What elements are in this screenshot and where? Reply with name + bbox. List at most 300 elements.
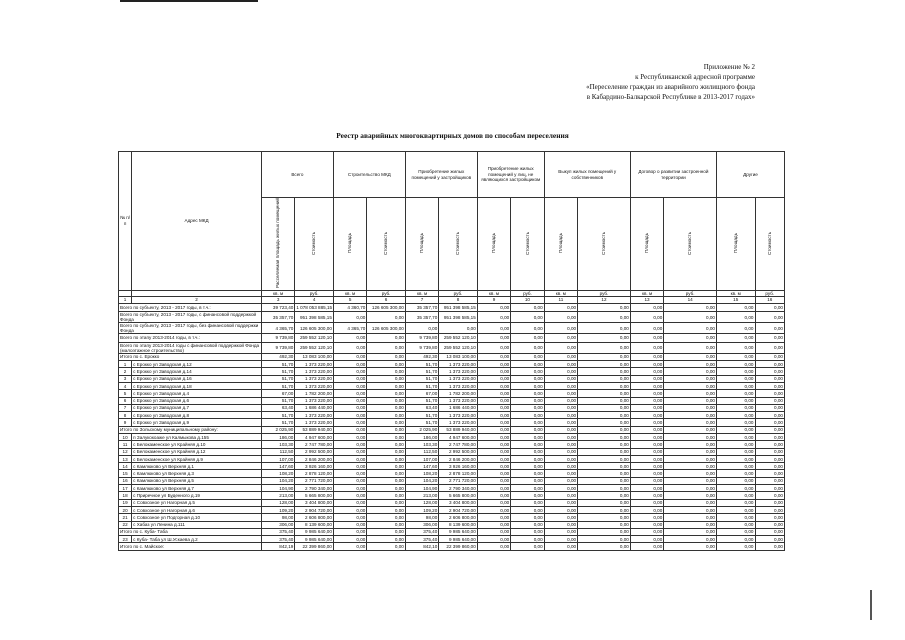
value-cell: 0,00 bbox=[511, 463, 544, 470]
row-number: 11 bbox=[119, 441, 132, 448]
value-cell: 0,00 bbox=[333, 397, 366, 404]
address-cell: с Ерокко ул Заводская д.18 bbox=[132, 382, 262, 389]
value-cell: 0,00 bbox=[578, 463, 631, 470]
value-cell: 0,00 bbox=[477, 419, 510, 426]
value-cell: 0,00 bbox=[477, 382, 510, 389]
value-cell: 147,60 bbox=[405, 463, 438, 470]
value-cell: 0,00 bbox=[544, 334, 577, 343]
value-cell: 0,00 bbox=[333, 492, 366, 499]
col-number: 2 bbox=[132, 297, 262, 304]
header-area: Площадь bbox=[716, 198, 755, 291]
value-cell: 0,00 bbox=[367, 499, 406, 506]
value-cell: 375,40 bbox=[261, 536, 294, 543]
group-label: Итого по с. Майское: bbox=[119, 543, 262, 550]
value-cell: 0,00 bbox=[578, 470, 631, 477]
value-cell: 0,00 bbox=[511, 492, 544, 499]
address-cell: с Ерокко ул Заводская д.7 bbox=[132, 404, 262, 411]
subtotal-row bbox=[119, 353, 785, 360]
appendix-line-2: к Республиканской адресной программе bbox=[635, 73, 755, 81]
value-cell: 0,00 bbox=[664, 361, 717, 368]
value-cell: 0,00 bbox=[477, 323, 510, 334]
value-cell: 0,00 bbox=[578, 382, 631, 389]
value-cell: 2 771 720,00 bbox=[439, 477, 478, 484]
value-cell: 0,00 bbox=[716, 433, 755, 440]
value-cell: 0,00 bbox=[630, 433, 663, 440]
value-cell: 0,00 bbox=[664, 390, 717, 397]
unit-area: кв. м bbox=[333, 290, 366, 297]
value-cell: 0,00 bbox=[477, 390, 510, 397]
address-cell: с Куба- Таба ул Ш.Ускаева д.2 bbox=[132, 536, 262, 543]
value-cell: 0,00 bbox=[544, 404, 577, 411]
value-cell: 0,00 bbox=[630, 382, 663, 389]
value-cell: 0,00 bbox=[630, 397, 663, 404]
value-cell: 0,00 bbox=[544, 303, 577, 312]
value-cell: 2 025,90 bbox=[405, 426, 438, 433]
value-cell: 51,70 bbox=[405, 397, 438, 404]
address-cell: с Совхозное ул Подгорная д.10 bbox=[132, 514, 262, 521]
value-cell: 0,00 bbox=[578, 536, 631, 543]
value-cell: 98,00 bbox=[405, 514, 438, 521]
value-cell: 0,00 bbox=[544, 536, 577, 543]
unit-cost: руб. bbox=[511, 290, 544, 297]
value-cell: 0,00 bbox=[367, 412, 406, 419]
value-cell: 0,00 bbox=[333, 361, 366, 368]
value-cell: 0,00 bbox=[716, 368, 755, 375]
value-cell: 951 398 585,15 bbox=[295, 312, 334, 323]
unit-cost: руб. bbox=[578, 290, 631, 297]
value-cell: 0,00 bbox=[511, 342, 544, 353]
value-cell: 0,00 bbox=[511, 499, 544, 506]
value-cell: 9 739,80 bbox=[261, 342, 294, 353]
value-cell: 0,00 bbox=[755, 521, 785, 528]
value-cell: 2 904 720,00 bbox=[295, 506, 334, 513]
value-cell: 951 398 585,15 bbox=[439, 303, 478, 312]
address-cell: с Ерокко ул Заводская д.8 bbox=[132, 412, 262, 419]
value-cell: 1 373 220,00 bbox=[439, 382, 478, 389]
value-cell: 0,00 bbox=[578, 506, 631, 513]
value-cell: 0,00 bbox=[333, 433, 366, 440]
value-cell: 0,00 bbox=[578, 342, 631, 353]
value-cell: 0,00 bbox=[755, 342, 785, 353]
value-cell: 2 025,90 bbox=[261, 426, 294, 433]
value-cell: 0,00 bbox=[511, 303, 544, 312]
value-cell: 0,00 bbox=[477, 433, 510, 440]
header-cost: Стоимость bbox=[439, 198, 478, 291]
value-cell: 0,00 bbox=[333, 536, 366, 543]
group-label: Всего по субъекту, 2013 - 2017 годы, без финансовой поддержки Фонда bbox=[119, 323, 262, 334]
value-cell: 0,00 bbox=[755, 492, 785, 499]
value-cell: 0,00 bbox=[755, 382, 785, 389]
header-group-development: Договор о развитии застроенной территории bbox=[630, 152, 716, 198]
value-cell: 0,00 bbox=[511, 382, 544, 389]
value-cell: 259 552 120,10 bbox=[439, 342, 478, 353]
value-cell: 2 846 200,00 bbox=[295, 455, 334, 462]
value-cell: 0,00 bbox=[544, 426, 577, 433]
value-cell: 0,00 bbox=[755, 404, 785, 411]
value-cell: 1 782 200,00 bbox=[295, 390, 334, 397]
table-row bbox=[119, 375, 785, 382]
group-label: Итого по с. Ерокко bbox=[119, 353, 262, 360]
value-cell: 0,00 bbox=[333, 506, 366, 513]
value-cell: 0,00 bbox=[630, 312, 663, 323]
value-cell: 1 373 220,00 bbox=[439, 375, 478, 382]
address-cell: с Камлюково ул Верхняя д.3 bbox=[132, 470, 262, 477]
subtotal-row bbox=[119, 334, 785, 343]
value-cell: 0,00 bbox=[664, 433, 717, 440]
value-cell: 0,00 bbox=[664, 312, 717, 323]
header-total-area: Расселяемая площадь жилых помещений bbox=[261, 198, 294, 291]
value-cell: 1 373 220,00 bbox=[295, 375, 334, 382]
unit-area: кв. м bbox=[405, 290, 438, 297]
value-cell: 3 926 160,00 bbox=[295, 463, 334, 470]
value-cell: 0,00 bbox=[664, 404, 717, 411]
value-cell: 0,00 bbox=[578, 312, 631, 323]
value-cell: 0,00 bbox=[367, 528, 406, 535]
value-cell: 0,00 bbox=[333, 353, 366, 360]
address-cell: с Ерокко ул Заводская д.12 bbox=[132, 361, 262, 368]
value-cell: 0,00 bbox=[511, 323, 544, 334]
header-group-total: Всего bbox=[261, 152, 333, 198]
value-cell: 0,00 bbox=[630, 426, 663, 433]
value-cell: 4 947 600,00 bbox=[295, 433, 334, 440]
value-cell: 103,30 bbox=[261, 441, 294, 448]
value-cell: 0,00 bbox=[544, 382, 577, 389]
row-number: 16 bbox=[119, 477, 132, 484]
value-cell: 0,00 bbox=[755, 448, 785, 455]
col-number: 6 bbox=[367, 297, 406, 304]
value-cell: 0,00 bbox=[333, 382, 366, 389]
subtotal-row bbox=[119, 323, 785, 334]
value-cell: 0,00 bbox=[716, 390, 755, 397]
value-cell: 0,00 bbox=[630, 455, 663, 462]
col-number: 8 bbox=[439, 297, 478, 304]
value-cell: 63,40 bbox=[405, 404, 438, 411]
value-cell: 0,00 bbox=[477, 463, 510, 470]
value-cell: 0,00 bbox=[755, 514, 785, 521]
address-cell: с Камлюково ул Верхняя д.5 bbox=[132, 477, 262, 484]
value-cell: 0,00 bbox=[544, 323, 577, 334]
value-cell: 0,00 bbox=[755, 303, 785, 312]
header-cost: Стоимость bbox=[578, 198, 631, 291]
value-cell: 0,00 bbox=[755, 334, 785, 343]
header-group-other: Другие bbox=[716, 152, 784, 198]
value-cell: 0,00 bbox=[333, 514, 366, 521]
value-cell: 0,00 bbox=[367, 470, 406, 477]
value-cell: 103,30 bbox=[405, 441, 438, 448]
value-cell: 1 686 440,00 bbox=[295, 404, 334, 411]
value-cell: 0,00 bbox=[367, 382, 406, 389]
table-row bbox=[119, 514, 785, 521]
row-number: 5 bbox=[119, 390, 132, 397]
value-cell: 0,00 bbox=[405, 323, 438, 334]
value-cell: 2 606 800,00 bbox=[439, 514, 478, 521]
value-cell: 9 739,80 bbox=[405, 334, 438, 343]
value-cell: 0,00 bbox=[578, 368, 631, 375]
value-cell: 842,19 bbox=[261, 543, 294, 550]
row-number: 23 bbox=[119, 536, 132, 543]
value-cell: 98,00 bbox=[261, 514, 294, 521]
value-cell: 0,00 bbox=[544, 419, 577, 426]
value-cell: 51,70 bbox=[261, 375, 294, 382]
value-cell: 0,00 bbox=[716, 543, 755, 550]
value-cell: 4 365,70 bbox=[333, 323, 366, 334]
value-cell: 0,00 bbox=[333, 521, 366, 528]
value-cell: 0,00 bbox=[477, 404, 510, 411]
value-cell: 128,00 bbox=[261, 499, 294, 506]
value-cell: 0,00 bbox=[578, 492, 631, 499]
col-number: 9 bbox=[477, 297, 510, 304]
value-cell: 0,00 bbox=[578, 448, 631, 455]
table-row bbox=[119, 470, 785, 477]
value-cell: 0,00 bbox=[578, 404, 631, 411]
value-cell: 0,00 bbox=[544, 455, 577, 462]
value-cell: 9 985 640,00 bbox=[439, 536, 478, 543]
table-row bbox=[119, 492, 785, 499]
value-cell: 0,00 bbox=[716, 463, 755, 470]
value-cell: 107,00 bbox=[405, 455, 438, 462]
value-cell: 108,20 bbox=[405, 470, 438, 477]
table-row bbox=[119, 441, 785, 448]
value-cell: 0,00 bbox=[477, 543, 510, 550]
value-cell: 0,00 bbox=[544, 470, 577, 477]
value-cell: 0,00 bbox=[477, 368, 510, 375]
col-number: 16 bbox=[755, 297, 785, 304]
value-cell: 0,00 bbox=[716, 312, 755, 323]
value-cell: 0,00 bbox=[333, 470, 366, 477]
value-cell: 0,00 bbox=[630, 390, 663, 397]
value-cell: 0,00 bbox=[367, 536, 406, 543]
value-cell: 0,00 bbox=[511, 477, 544, 484]
value-cell: 0,00 bbox=[578, 485, 631, 492]
value-cell: 0,00 bbox=[664, 334, 717, 343]
value-cell: 0,00 bbox=[333, 448, 366, 455]
address-cell: с Ерокко ул Заводская д.6 bbox=[132, 397, 262, 404]
value-cell: 107,00 bbox=[261, 455, 294, 462]
value-cell: 0,00 bbox=[477, 375, 510, 382]
value-cell: 0,00 bbox=[664, 463, 717, 470]
value-cell: 0,00 bbox=[578, 455, 631, 462]
value-cell: 0,00 bbox=[544, 543, 577, 550]
row-number: 9 bbox=[119, 419, 132, 426]
header-address: Адрес МКД bbox=[132, 152, 262, 291]
value-cell: 0,00 bbox=[716, 323, 755, 334]
value-cell: 0,00 bbox=[511, 390, 544, 397]
value-cell: 2 790 340,00 bbox=[295, 485, 334, 492]
value-cell: 9 985 640,00 bbox=[295, 528, 334, 535]
value-cell: 0,00 bbox=[630, 514, 663, 521]
value-cell: 213,00 bbox=[261, 492, 294, 499]
col-number: 4 bbox=[295, 297, 334, 304]
value-cell: 0,00 bbox=[544, 492, 577, 499]
value-cell: 0,00 bbox=[664, 477, 717, 484]
value-cell: 0,00 bbox=[544, 390, 577, 397]
value-cell: 0,00 bbox=[544, 514, 577, 521]
value-cell: 0,00 bbox=[716, 521, 755, 528]
header-group-non-developer: Приобретение жилых помещений у лиц, не являющихся застройщиком bbox=[477, 152, 544, 198]
value-cell: 0,00 bbox=[477, 455, 510, 462]
value-cell: 0,00 bbox=[367, 448, 406, 455]
value-cell: 0,00 bbox=[755, 390, 785, 397]
value-cell: 0,00 bbox=[511, 419, 544, 426]
value-cell: 0,00 bbox=[477, 514, 510, 521]
value-cell: 128,00 bbox=[405, 499, 438, 506]
value-cell: 0,00 bbox=[716, 506, 755, 513]
value-cell: 0,00 bbox=[755, 536, 785, 543]
value-cell: 0,00 bbox=[578, 303, 631, 312]
value-cell: 0,00 bbox=[544, 433, 577, 440]
value-cell: 259 552 120,10 bbox=[439, 334, 478, 343]
page-title: Реестр аварийных многоквартирных домов по способам переселения bbox=[336, 131, 569, 140]
value-cell: 0,00 bbox=[333, 334, 366, 343]
value-cell: 0,00 bbox=[664, 536, 717, 543]
value-cell: 1 373 220,00 bbox=[439, 412, 478, 419]
value-cell: 0,00 bbox=[333, 463, 366, 470]
unit-cost: руб. bbox=[439, 290, 478, 297]
value-cell: 0,00 bbox=[477, 441, 510, 448]
value-cell: 0,00 bbox=[630, 334, 663, 343]
col-number: 11 bbox=[544, 297, 577, 304]
header-cost: Стоимость bbox=[295, 198, 334, 291]
value-cell: 0,00 bbox=[333, 368, 366, 375]
value-cell: 0,00 bbox=[630, 470, 663, 477]
value-cell: 0,00 bbox=[578, 323, 631, 334]
value-cell: 2 790 340,00 bbox=[439, 485, 478, 492]
row-number: 4 bbox=[119, 382, 132, 389]
value-cell: 0,00 bbox=[755, 312, 785, 323]
value-cell: 0,00 bbox=[544, 353, 577, 360]
value-cell: 0,00 bbox=[367, 361, 406, 368]
value-cell: 22 399 860,00 bbox=[295, 543, 334, 550]
unit-cost: руб. bbox=[367, 290, 406, 297]
value-cell: 104,20 bbox=[405, 477, 438, 484]
value-cell: 0,00 bbox=[664, 514, 717, 521]
value-cell: 0,00 bbox=[477, 342, 510, 353]
group-label: Всего по этапу 2013-2014 годы с финансовой поддержкой Фонда (малоэтажное строительство) bbox=[119, 342, 262, 353]
value-cell: 0,00 bbox=[511, 412, 544, 419]
value-cell: 35 357,70 bbox=[405, 303, 438, 312]
value-cell: 0,00 bbox=[333, 477, 366, 484]
value-cell: 951 398 585,15 bbox=[439, 312, 478, 323]
value-cell: 0,00 bbox=[367, 455, 406, 462]
value-cell: 2 992 500,00 bbox=[439, 448, 478, 455]
value-cell: 0,00 bbox=[511, 506, 544, 513]
value-cell: 0,00 bbox=[578, 334, 631, 343]
value-cell: 0,00 bbox=[477, 397, 510, 404]
value-cell: 0,00 bbox=[578, 433, 631, 440]
scan-edge-mark bbox=[870, 590, 872, 620]
value-cell: 0,00 bbox=[578, 514, 631, 521]
value-cell: 0,00 bbox=[477, 492, 510, 499]
row-number: 13 bbox=[119, 455, 132, 462]
value-cell: 0,00 bbox=[664, 353, 717, 360]
value-cell: 53 889 940,00 bbox=[439, 426, 478, 433]
value-cell: 0,00 bbox=[630, 492, 663, 499]
value-cell: 0,00 bbox=[544, 375, 577, 382]
value-cell: 0,00 bbox=[511, 334, 544, 343]
group-label: Итого по с. Куба- Таба bbox=[119, 528, 262, 535]
value-cell: 0,00 bbox=[333, 455, 366, 462]
header-cost: Стоимость bbox=[755, 198, 785, 291]
value-cell: 1 373 220,00 bbox=[439, 368, 478, 375]
value-cell: 2 992 500,00 bbox=[295, 448, 334, 455]
unit-cost: руб. bbox=[755, 290, 785, 297]
row-number: 20 bbox=[119, 506, 132, 513]
value-cell: 0,00 bbox=[367, 390, 406, 397]
value-cell: 0,00 bbox=[477, 536, 510, 543]
value-cell: 492,30 bbox=[405, 353, 438, 360]
address-cell: с Белокаменское ул Крайняя д.9 bbox=[132, 455, 262, 462]
value-cell: 0,00 bbox=[544, 361, 577, 368]
value-cell: 0,00 bbox=[755, 477, 785, 484]
value-cell: 0,00 bbox=[367, 368, 406, 375]
value-cell: 2 771 720,00 bbox=[295, 477, 334, 484]
value-cell: 0,00 bbox=[716, 499, 755, 506]
value-cell: 0,00 bbox=[716, 412, 755, 419]
value-cell: 0,00 bbox=[630, 441, 663, 448]
value-cell: 0,00 bbox=[755, 543, 785, 550]
group-label: Итого по Зольскому муниципальному району: bbox=[119, 426, 262, 433]
value-cell: 0,00 bbox=[630, 499, 663, 506]
value-cell: 0,00 bbox=[755, 353, 785, 360]
value-cell: 375,40 bbox=[405, 536, 438, 543]
value-cell: 0,00 bbox=[664, 492, 717, 499]
value-cell: 0,00 bbox=[578, 528, 631, 535]
unit-cost: руб. bbox=[295, 290, 334, 297]
value-cell: 2 878 120,00 bbox=[439, 470, 478, 477]
value-cell: 0,00 bbox=[367, 404, 406, 411]
value-cell: 0,00 bbox=[333, 528, 366, 535]
appendix-line-1: Приложение № 2 bbox=[703, 63, 755, 71]
value-cell: 0,00 bbox=[755, 441, 785, 448]
row-number: 7 bbox=[119, 404, 132, 411]
value-cell: 0,00 bbox=[544, 448, 577, 455]
value-cell: 0,00 bbox=[664, 323, 717, 334]
value-cell: 0,00 bbox=[333, 485, 366, 492]
value-cell: 0,00 bbox=[367, 397, 406, 404]
value-cell: 0,00 bbox=[544, 441, 577, 448]
value-cell: 1 373 220,00 bbox=[295, 382, 334, 389]
col-number: 5 bbox=[333, 297, 366, 304]
value-cell: 2 606 800,00 bbox=[295, 514, 334, 521]
unit-area: кв. м bbox=[716, 290, 755, 297]
unit-area: кв. м bbox=[477, 290, 510, 297]
value-cell: 0,00 bbox=[367, 543, 406, 550]
header-area: Площадь bbox=[477, 198, 510, 291]
value-cell: 0,00 bbox=[544, 412, 577, 419]
value-cell: 0,00 bbox=[664, 499, 717, 506]
value-cell: 0,00 bbox=[664, 485, 717, 492]
value-cell: 0,00 bbox=[716, 492, 755, 499]
value-cell: 0,00 bbox=[477, 361, 510, 368]
address-cell: с Камлюково ул Верхняя д.7 bbox=[132, 485, 262, 492]
row-number: 21 bbox=[119, 514, 132, 521]
header-area: Площадь bbox=[405, 198, 438, 291]
value-cell: 0,00 bbox=[477, 528, 510, 535]
scan-top-line bbox=[120, 0, 258, 2]
value-cell: 0,00 bbox=[477, 412, 510, 419]
value-cell: 51,70 bbox=[405, 382, 438, 389]
row-number: 1 bbox=[119, 361, 132, 368]
value-cell: 0,00 bbox=[578, 419, 631, 426]
value-cell: 51,70 bbox=[261, 361, 294, 368]
value-cell: 0,00 bbox=[477, 303, 510, 312]
value-cell: 0,00 bbox=[477, 448, 510, 455]
value-cell: 0,00 bbox=[630, 412, 663, 419]
value-cell: 112,50 bbox=[261, 448, 294, 455]
value-cell: 0,00 bbox=[511, 514, 544, 521]
value-cell: 0,00 bbox=[511, 543, 544, 550]
row-number: 18 bbox=[119, 492, 132, 499]
